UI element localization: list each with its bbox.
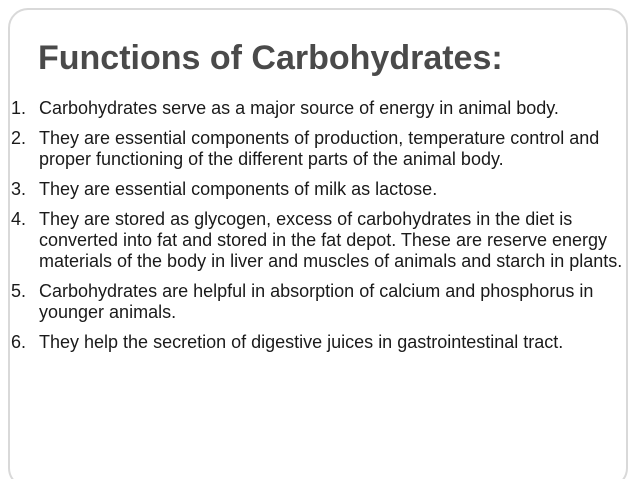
list-item bbox=[11, 98, 629, 119]
list-item bbox=[11, 128, 629, 170]
item-number: 2. bbox=[11, 128, 27, 148]
item-text: They are essential components of milk as lactose. bbox=[39, 179, 438, 199]
list-item bbox=[11, 332, 629, 353]
list-item bbox=[11, 179, 629, 200]
list-item bbox=[11, 209, 629, 272]
item-number: 5. bbox=[11, 281, 27, 301]
list-item bbox=[11, 281, 629, 323]
item-text: They are essential components of production, temperature control and proper functioning of the different parts of the animal body. bbox=[39, 128, 600, 169]
function-list bbox=[11, 98, 629, 362]
item-number: 4. bbox=[11, 209, 27, 229]
item-text: They help the secretion of digestive juices in gastrointestinal tract. bbox=[39, 332, 564, 352]
item-number: 6. bbox=[11, 332, 27, 352]
item-number: 1. bbox=[11, 98, 27, 118]
item-number: 3. bbox=[11, 179, 27, 199]
item-text: They are stored as glycogen, excess of carbohydrates in the diet is converted into fat and stored in the fat depot. These are reserve energy materials of the body in liver and muscles of animals and starch in plants. bbox=[39, 209, 623, 271]
item-text: Carbohydrates are helpful in absorption of calcium and phosphorus in younger animals. bbox=[39, 281, 594, 322]
item-text: Carbohydrates serve as a major source of energy in animal body. bbox=[39, 98, 559, 118]
slide-title: Functions of Carbohydrates: bbox=[38, 39, 503, 77]
